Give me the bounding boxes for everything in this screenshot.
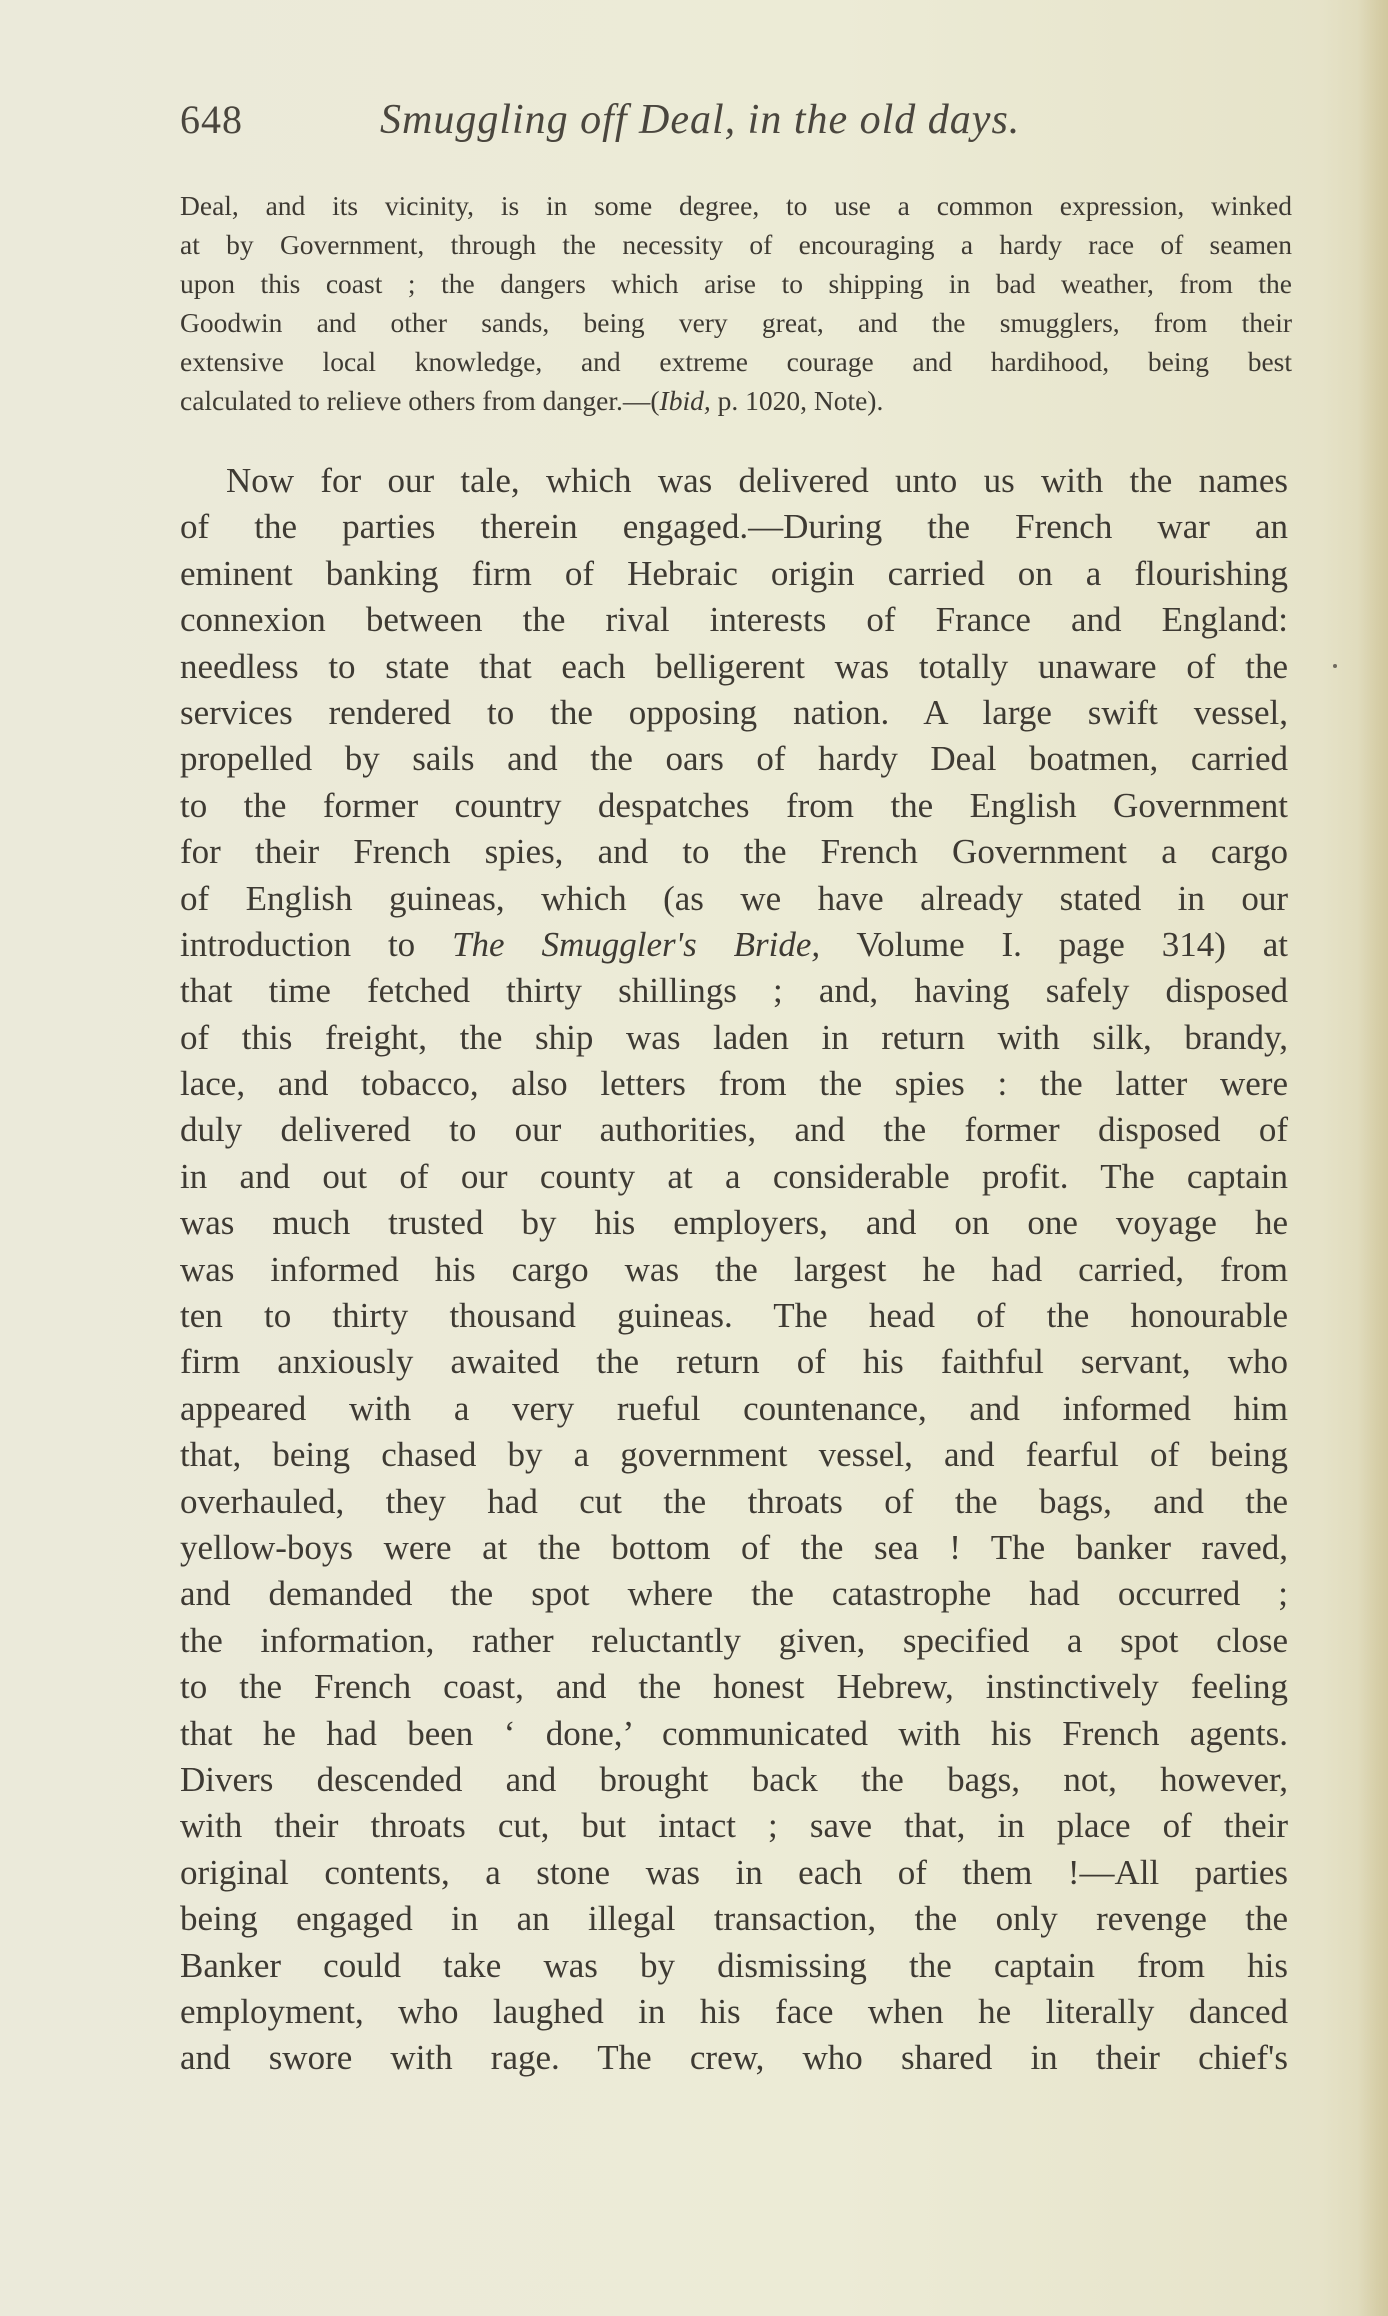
paragraph-line: that he had been ‘ done,’ communicated with his French agents. [180,1713,1288,1753]
footnote-citation-italic: Ibid, [659,385,711,416]
paragraph-line: and demanded the spot where the catastrophe had occurred ; [180,1574,1288,1614]
paragraph-line: services rendered to the opposing nation. A large swift vessel, [180,692,1288,732]
paragraph-line: was much trusted by his employers, and on one voyage he [180,1203,1288,1243]
footnote-text: p. 1020, Note). [710,385,884,416]
paragraph-line: that time fetched thirty shillings ; and, having safely disposed [180,971,1288,1011]
paragraph-line: of the parties therein engaged.—During the French war an [180,507,1288,547]
running-title: Smuggling off Deal, in the old days. [380,97,1021,143]
book-title-italic: The Smuggler's Bride, [452,924,821,964]
paragraph-line: for their French spies, and to the French Government a cargo [180,832,1288,872]
paragraph-line: of English guineas, which (as we have already stated in our [180,878,1288,918]
paragraph-line: original contents, a stone was in each of them !—All parties [180,1852,1288,1892]
paragraph-line: propelled by sails and the oars of hardy Deal boatmen, carried [180,739,1288,779]
paragraph-line: employment, who laughed in his face when he literally danced [180,1991,1288,2031]
paragraph-line: and swore with rage. The crew, who shared in their chief's [180,2038,1288,2078]
body-paragraph [180,458,1288,2082]
paragraph-line: with their throats cut, but intact ; save that, in place of their [180,1806,1288,1846]
footnote-line: extensive local knowledge, and extreme courage and hardihood, being best [180,346,1292,377]
footnote [180,186,1292,420]
paragraph-line: in and out of our county at a considerable profit. The captain [180,1156,1288,1196]
paragraph-line: Now for our tale, which was delivered unto us with the names [226,461,1288,500]
paragraph-line: appeared with a very rueful countenance, and informed him [180,1388,1288,1428]
paragraph-line: yellow-boys were at the bottom of the sea ! The banker raved, [180,1527,1288,1567]
paragraph-line: to the French coast, and the honest Hebrew, instinctively feeling [180,1667,1288,1707]
line-text: introduction to [180,924,453,964]
footnote-line: Deal, and its vicinity, is in some degree, to use a common expression, winked [180,190,1292,221]
paragraph-line: eminent banking firm of Hebraic origin carried on a flourishing [180,553,1288,593]
footnote-line: at by Government, through the necessity of encouraging a hardy race of seamen [180,229,1292,260]
paragraph-line: Banker could take was by dismissing the captain from his [180,1945,1288,1985]
paragraph-line: lace, and tobacco, also letters from the spies : the latter were [180,1064,1288,1104]
paragraph-line: ten to thirty thousand guineas. The head of the honourable [180,1296,1288,1336]
page-number: 648 [180,97,243,142]
paragraph-line: was informed his cargo was the largest he had carried, from [180,1249,1288,1289]
line-text: Volume I. page 314) at [820,924,1288,964]
footnote-line: Goodwin and other sands, being very great, and the smugglers, from their [180,307,1292,338]
paragraph-line: being engaged in an illegal transaction, the only revenge the [180,1899,1288,1939]
paragraph-line: needless to state that each belligerent was totally unaware of the [180,646,1288,686]
paragraph-line: of this freight, the ship was laden in return with silk, brandy, [180,1017,1288,1057]
paragraph-line: connexion between the rival interests of France and England: [180,600,1288,640]
footnote-line: upon this coast ; the dangers which arise to shipping in bad weather, from the [180,268,1292,299]
paragraph-line: firm anxiously awaited the return of his faithful servant, who [180,1342,1288,1382]
page-header [180,96,1300,156]
page-edge-shadow [1358,0,1388,2316]
paragraph-line: Divers descended and brought back the bags, not, however, [180,1759,1288,1799]
ink-speck [1333,664,1337,668]
paragraph-line: duly delivered to our authorities, and the former disposed of [180,1110,1288,1150]
footnote-text: calculated to relieve others from danger.—( [180,385,660,416]
paragraph-line: that, being chased by a government vessel, and fearful of being [180,1435,1288,1475]
footnote-line-citation [180,381,1292,420]
paragraph-line: overhauled, they had cut the throats of the bags, and the [180,1481,1288,1521]
paragraph-line: to the former country despatches from the English Government [180,785,1288,825]
paragraph-line: the information, rather reluctantly given, specified a spot close [180,1620,1288,1660]
paragraph-line-with-title [180,922,1288,968]
